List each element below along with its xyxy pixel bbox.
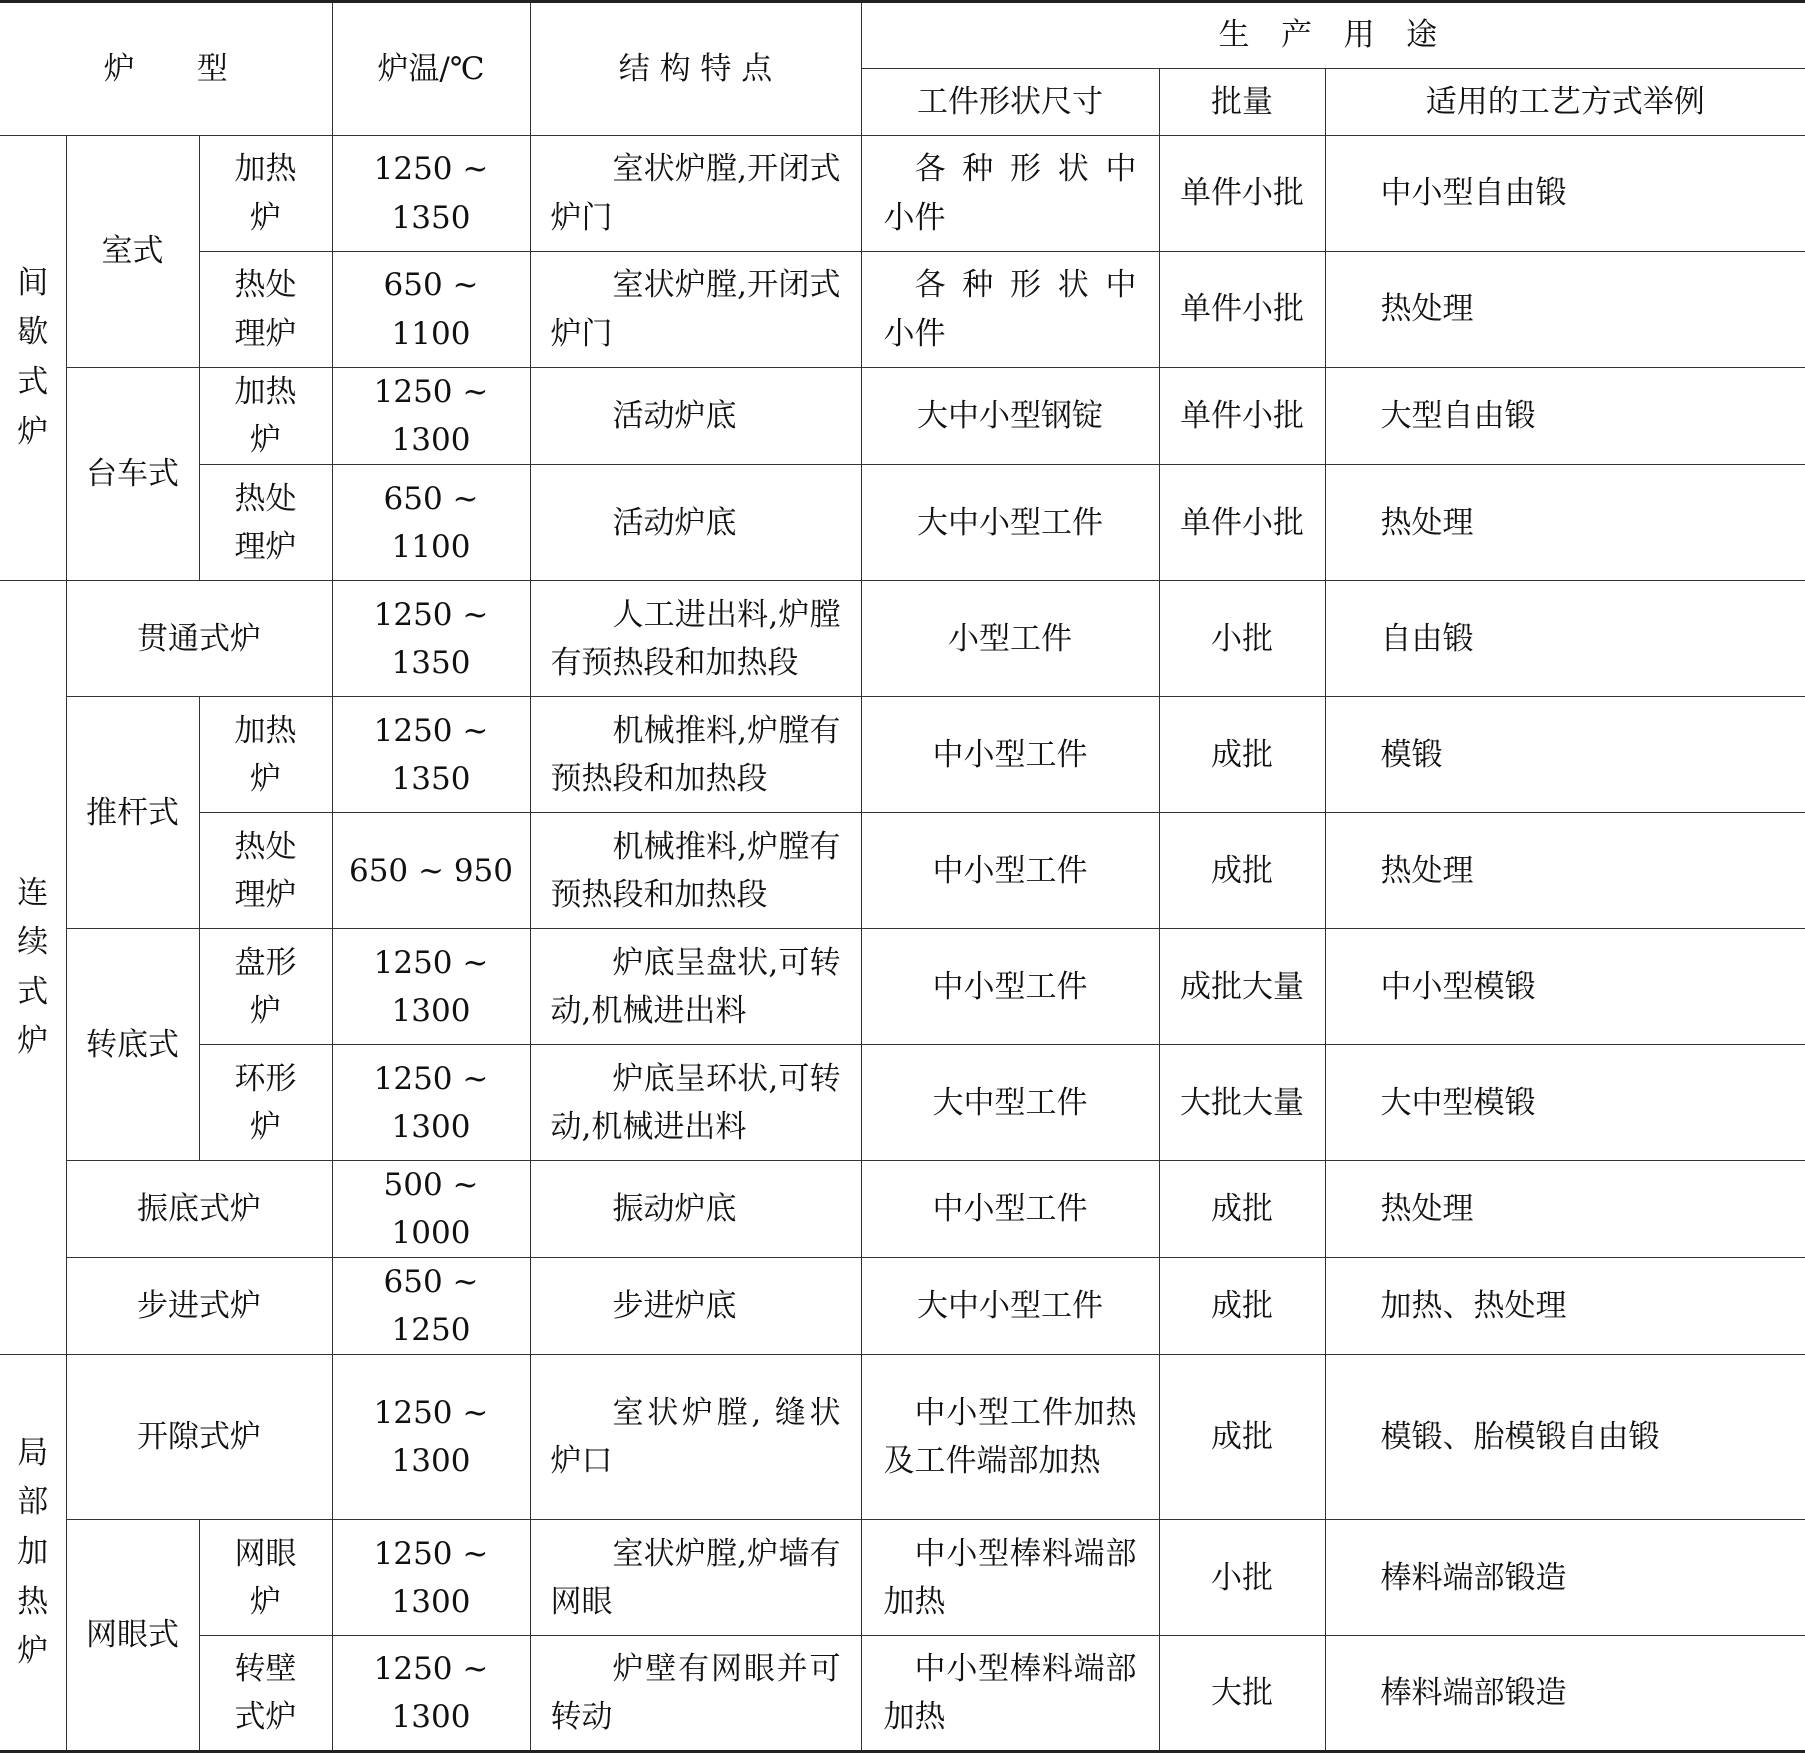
header-batch: 批量	[1159, 69, 1325, 136]
temp-cell: 650 ~ 1250	[332, 1258, 530, 1355]
shape-cell: 小型工件	[861, 581, 1159, 697]
shape-cell: 中小型棒料端部加热	[861, 1520, 1159, 1636]
category-cell: 振底式炉	[66, 1161, 332, 1258]
process-cell: 加热、热处理	[1325, 1258, 1805, 1355]
process-cell: 棒料端部锻造	[1325, 1636, 1805, 1752]
structure-cell: 炉底呈环状,可转动,机械进出料	[530, 1045, 861, 1161]
subtype-cell: 盘形炉	[199, 929, 332, 1045]
process-cell: 热处理	[1325, 1161, 1805, 1258]
process-cell: 模锻	[1325, 697, 1805, 813]
subtype-cell: 加热炉	[199, 368, 332, 465]
temp-cell: 1250 ~ 1350	[332, 581, 530, 697]
shape-cell: 各 种 形 状 中 小件	[861, 136, 1159, 252]
batch-cell: 成批大量	[1159, 929, 1325, 1045]
batch-cell: 成批	[1159, 813, 1325, 929]
group-label-continuous: 连续式炉	[0, 581, 66, 1355]
structure-cell: 炉底呈盘状,可转动,机械进出料	[530, 929, 861, 1045]
temp-cell: 1250 ~ 1350	[332, 697, 530, 813]
temp-cell: 1250 ~ 1300	[332, 929, 530, 1045]
table-row	[0, 136, 1805, 252]
batch-cell: 大批	[1159, 1636, 1325, 1752]
batch-cell: 大批大量	[1159, 1045, 1325, 1161]
category-cell: 室式	[66, 136, 199, 368]
shape-cell: 中小型工件加热及工件端部加热	[861, 1355, 1159, 1520]
temp-cell: 1250 ~ 1350	[332, 136, 530, 252]
batch-cell: 单件小批	[1159, 252, 1325, 368]
shape-cell: 中小型工件	[861, 697, 1159, 813]
batch-cell: 成批	[1159, 1355, 1325, 1520]
structure-cell: 机械推料,炉膛有预热段和加热段	[530, 813, 861, 929]
batch-cell: 小批	[1159, 1520, 1325, 1636]
category-cell: 贯通式炉	[66, 581, 332, 697]
category-cell: 步进式炉	[66, 1258, 332, 1355]
process-cell: 模锻、胎模锻自由锻	[1325, 1355, 1805, 1520]
process-cell: 热处理	[1325, 252, 1805, 368]
header-structure: 结 构 特 点	[530, 2, 861, 136]
category-cell: 网眼式	[66, 1520, 199, 1752]
table-row	[0, 368, 1805, 465]
temp-cell: 1250 ~ 1300	[332, 1355, 530, 1520]
table-row	[0, 1045, 1805, 1161]
process-cell: 自由锻	[1325, 581, 1805, 697]
table-row	[0, 1355, 1805, 1520]
table-row	[0, 1161, 1805, 1258]
structure-cell: 活动炉底	[530, 465, 861, 581]
header-production-use: 生 产 用 途	[861, 2, 1805, 69]
header-furnace-type: 炉 型	[0, 2, 332, 136]
header-process-example: 适用的工艺方式举例	[1325, 69, 1805, 136]
temp-cell: 650 ~ 1100	[332, 252, 530, 368]
table-row	[0, 581, 1805, 697]
shape-cell: 中小型工件	[861, 929, 1159, 1045]
batch-cell: 小批	[1159, 581, 1325, 697]
header-temperature: 炉温/℃	[332, 2, 530, 136]
process-cell: 大中型模锻	[1325, 1045, 1805, 1161]
table-row	[0, 1520, 1805, 1636]
structure-cell: 机械推料,炉膛有预热段和加热段	[530, 697, 861, 813]
shape-cell: 中小型工件	[861, 1161, 1159, 1258]
process-cell: 棒料端部锻造	[1325, 1520, 1805, 1636]
subtype-cell: 转壁式炉	[199, 1636, 332, 1752]
batch-cell: 单件小批	[1159, 136, 1325, 252]
table-row	[0, 1636, 1805, 1752]
subtype-cell: 加热炉	[199, 697, 332, 813]
header-workpiece-shape: 工件形状尺寸	[861, 69, 1159, 136]
shape-cell: 大中小型工件	[861, 1258, 1159, 1355]
temp-cell: 1250 ~ 1300	[332, 1045, 530, 1161]
temp-cell: 1250 ~ 1300	[332, 368, 530, 465]
structure-cell: 人工进出料,炉膛有预热段和加热段	[530, 581, 861, 697]
batch-cell: 单件小批	[1159, 465, 1325, 581]
structure-cell: 室状炉膛, 缝状炉口	[530, 1355, 861, 1520]
batch-cell: 单件小批	[1159, 368, 1325, 465]
structure-cell: 室状炉膛,炉墙有网眼	[530, 1520, 861, 1636]
subtype-cell: 热处理炉	[199, 252, 332, 368]
subtype-cell: 网眼炉	[199, 1520, 332, 1636]
process-cell: 热处理	[1325, 465, 1805, 581]
temp-cell: 650 ~ 950	[332, 813, 530, 929]
process-cell: 大型自由锻	[1325, 368, 1805, 465]
process-cell: 中小型自由锻	[1325, 136, 1805, 252]
shape-cell: 大中小型钢锭	[861, 368, 1159, 465]
table-row	[0, 252, 1805, 368]
subtype-cell: 环形炉	[199, 1045, 332, 1161]
table-row	[0, 929, 1805, 1045]
subtype-cell: 加热炉	[199, 136, 332, 252]
process-cell: 热处理	[1325, 813, 1805, 929]
category-cell: 开隙式炉	[66, 1355, 332, 1520]
shape-cell: 中小型工件	[861, 813, 1159, 929]
batch-cell: 成批	[1159, 697, 1325, 813]
process-cell: 中小型模锻	[1325, 929, 1805, 1045]
shape-cell: 大中小型工件	[861, 465, 1159, 581]
batch-cell: 成批	[1159, 1161, 1325, 1258]
structure-cell: 活动炉底	[530, 368, 861, 465]
structure-cell: 室状炉膛,开闭式炉门	[530, 136, 861, 252]
subtype-cell: 热处理炉	[199, 465, 332, 581]
group-label-local: 局部加热炉	[0, 1355, 66, 1752]
category-cell: 推杆式	[66, 697, 199, 929]
structure-cell: 室状炉膛,开闭式炉门	[530, 252, 861, 368]
table-row	[0, 697, 1805, 813]
category-cell: 台车式	[66, 368, 199, 581]
shape-cell: 大中型工件	[861, 1045, 1159, 1161]
subtype-cell: 热处理炉	[199, 813, 332, 929]
table-row	[0, 465, 1805, 581]
temp-cell: 1250 ~ 1300	[332, 1520, 530, 1636]
shape-cell: 中小型棒料端部加热	[861, 1636, 1159, 1752]
structure-cell: 炉壁有网眼并可转动	[530, 1636, 861, 1752]
category-cell: 转底式	[66, 929, 199, 1161]
structure-cell: 步进炉底	[530, 1258, 861, 1355]
temp-cell: 500 ~ 1000	[332, 1161, 530, 1258]
group-label-intermittent: 间歇式炉	[0, 136, 66, 581]
table-row	[0, 1258, 1805, 1355]
temp-cell: 1250 ~ 1300	[332, 1636, 530, 1752]
shape-cell: 各 种 形 状 中 小件	[861, 252, 1159, 368]
batch-cell: 成批	[1159, 1258, 1325, 1355]
structure-cell: 振动炉底	[530, 1161, 861, 1258]
temp-cell: 650 ~ 1100	[332, 465, 530, 581]
table-row	[0, 813, 1805, 929]
